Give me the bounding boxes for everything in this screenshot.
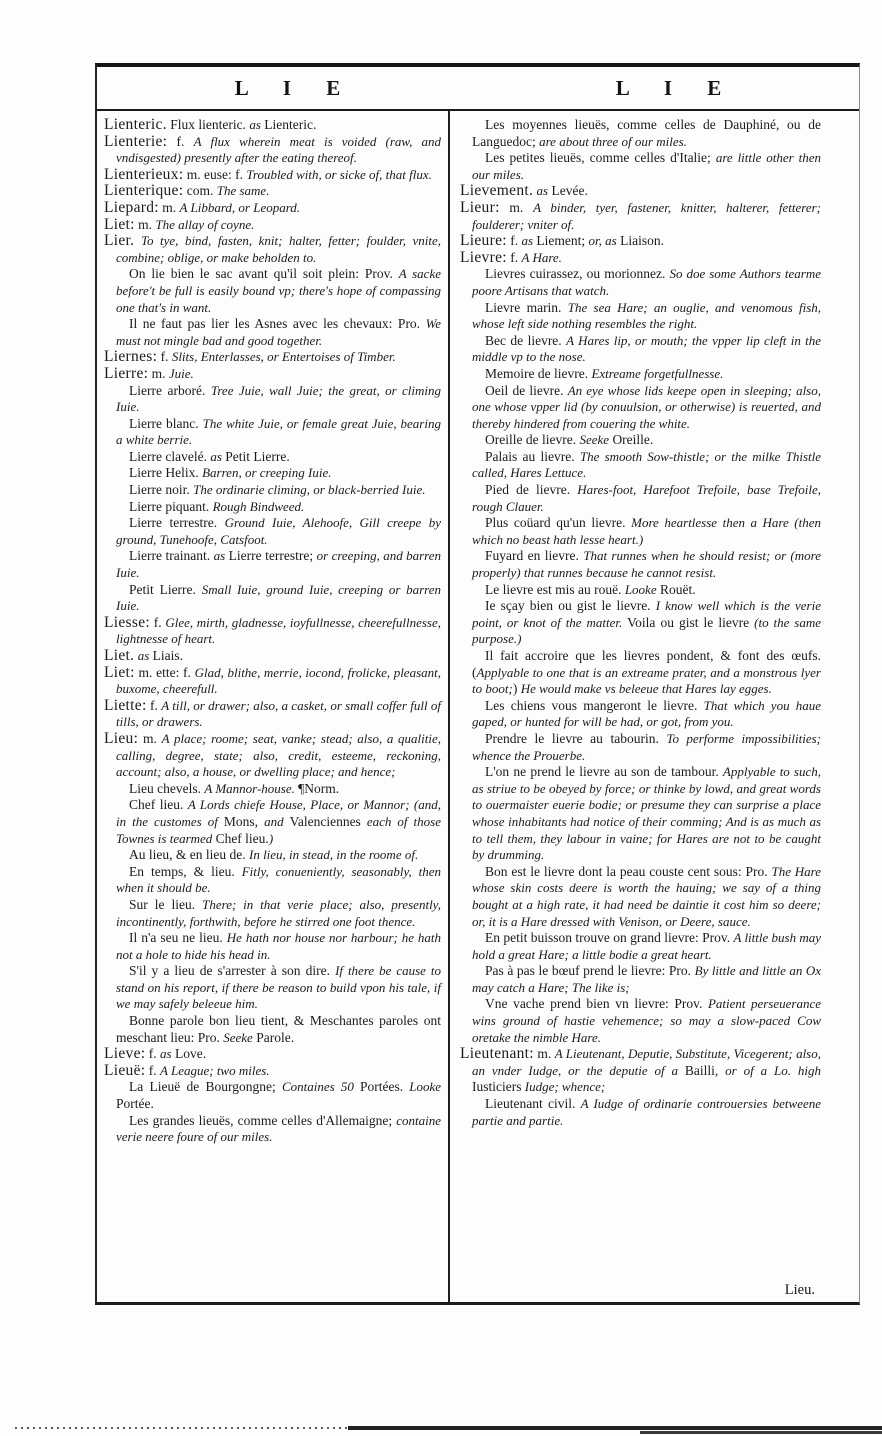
dictionary-entry [104, 665, 441, 698]
entry-text: On lie bien le sac avant qu'il soit plein: Prov. [129, 266, 399, 282]
entry-text: m. [138, 730, 162, 746]
entry-text: S'il y a lieu de s'arrester à son dire. [129, 963, 336, 979]
gloss-text: ) [268, 830, 274, 846]
gloss-text: Extreame forgetfullnesse. [591, 365, 724, 381]
gloss-text: and [258, 813, 290, 829]
entry-text: Portée. [116, 1096, 154, 1112]
sub-entry [460, 582, 821, 599]
gloss-text: The white Juie, or female great Juie, bearing a white berrie. [116, 415, 441, 448]
entry-text: Parole. [252, 1029, 295, 1045]
entry-text: Prendre le lievre au tabourin. [485, 730, 667, 746]
entry-text: Bon est le lievre dont la peau couste cent sous: Pro. [485, 863, 772, 879]
gloss-text: Rough Bindweed. [212, 498, 305, 514]
entry-text: ¶Norm. [298, 780, 340, 796]
gloss-text: So doe some Authors tearme poore Artisans that watch. [472, 266, 821, 298]
gloss-text: A Mannor-house. [204, 780, 299, 796]
gloss-text: Applyable to such, as striue to be obeyed by force; or thinke by lowd, and great words to ouermaister euerie bodie; or presume they can surprise a place whose inhabitants had notice of their comming; And is as much as to tell them, they labour in vaine; for Hares are not to be caught by drumming. [472, 764, 821, 863]
dictionary-entry [104, 731, 441, 781]
gloss-text: A little bush may hold a great Hare; a little bodie a great heart. [472, 930, 821, 962]
running-head-left-title: L I E [234, 75, 356, 100]
headword: Lieve: [104, 1045, 146, 1063]
entry-text: m. [134, 216, 156, 232]
sub-entry [460, 864, 821, 930]
entry-text: Memoire de lievre. [485, 365, 592, 381]
gloss-text: To tye, bind, fasten, knit; halter, fetter; foulder, vnite, combine; oblige, or make beholden to. [116, 233, 441, 265]
headword: Liernes: [104, 348, 158, 366]
entry-text: Lierre terrestre; [225, 548, 317, 564]
entry-text: Chef lieu. [129, 797, 188, 813]
gloss-text: He hath nor house nor harbour; he hath not a hole to hide his head in. [116, 930, 441, 962]
gloss-text: (to the same purpose.) [472, 614, 821, 647]
sub-entry [104, 930, 441, 963]
sub-entry [104, 864, 441, 897]
catchword: Lieu. [784, 1282, 815, 1298]
entry-text: Love. [171, 1046, 207, 1062]
entry-text: Lierre piquant. [129, 498, 213, 514]
scan-artifact-line [348, 1426, 882, 1430]
entry-text: Bec de lievre. [485, 332, 567, 348]
entry-text: Flux lienteric. [166, 117, 250, 132]
gloss-text: each of those Townes is tearmed [116, 813, 441, 846]
gloss-text: The ordinarie climing, or black-berried Iuie. [193, 482, 426, 498]
headword: Lieu: [104, 729, 139, 747]
sub-entry [460, 930, 821, 963]
entry-text: Iusticiers [472, 1079, 522, 1095]
sub-entry [104, 963, 441, 1013]
entry-text: Il fait accroire que les lievres pondent, & font des œufs. ( [472, 648, 821, 680]
headword: Lieuë: [104, 1061, 146, 1079]
dictionary-entry [104, 698, 441, 731]
dictionary-entry [104, 366, 441, 383]
sub-entry [104, 582, 441, 615]
headword: Lieutenant: [460, 1045, 534, 1063]
entry-text: Les chiens vous mangeront le lievre. [485, 697, 704, 713]
entry-text: Les moyennes lieuës, comme celles de Dauphiné, ou de Languedoc; [472, 117, 821, 149]
gloss-text: as [536, 183, 549, 199]
sub-entry [104, 383, 441, 416]
headword: Liepard: [104, 198, 159, 216]
sub-entry [460, 1096, 821, 1129]
gloss-text: The sea Hare; an ouglie, and venomous fish, whose left side nothing resembles the right. [472, 299, 821, 332]
gloss-text: Hares-foot, Harefoot Trefoile, base Trefoile, rough Clauer. [472, 482, 821, 514]
running-head-right-cell [478, 67, 859, 109]
entry-text: Bailli, [684, 1062, 719, 1078]
gloss-text: Patient perseuerance wins ground of hastie vehemence; so may a slow-paced Cow oretake the nimble Hare. [472, 996, 821, 1045]
gloss-text: There; in that verie place; also, presently, incontinently, forthwith, before he stirred one foot thence. [116, 896, 441, 929]
entry-text: Lierre trainant. [129, 548, 214, 564]
dictionary-entry [104, 117, 441, 134]
gloss-text: A flux wherein meat is voided (raw, and vndisgested) presently after the eating thereof. [116, 133, 441, 166]
entry-text: Oreille de lievre. [485, 432, 580, 448]
gloss-text: A Lieutenant, Deputie, Substitute, Vicegerent; also, an vnder Iudge, or the deputie of a [472, 1046, 821, 1078]
entry-text: Lierre arboré. [129, 382, 211, 398]
entry-text: Oeil de lievre. [485, 382, 568, 398]
sub-entry [104, 897, 441, 930]
gloss-text: Ground Iuie, Alehoofe, Gill creepe by ground, Tunehoofe, Catsfoot. [116, 515, 441, 547]
entry-text: Lienteric. [260, 117, 317, 132]
gloss-text: Glad, blithe, merrie, iocond, frolicke, pleasant, buxome, cheerefull. [116, 664, 441, 697]
entry-text: m. [533, 1046, 555, 1062]
sub-entry [460, 996, 821, 1046]
gloss-text: A Iudge of ordinarie controuersies betweene partie and partie. [472, 1096, 822, 1128]
entry-text: Mons, [223, 813, 259, 829]
entry-text: Lieu chevels. [129, 780, 205, 796]
entry-text: Portées. [359, 1079, 404, 1095]
column-left [97, 111, 450, 1303]
sub-entry [460, 482, 821, 515]
entry-text: Voila ou gist le lievre [627, 614, 755, 630]
sub-entry [104, 316, 441, 349]
entry-text: Liement; [533, 233, 589, 249]
gloss-text: Seeke [223, 1029, 253, 1045]
headword: Lier. [104, 232, 135, 250]
dictionary-entry [460, 233, 821, 250]
gloss-text: More heartlesse then a Hare (then which no beast hath lesse heart.) [472, 515, 822, 547]
sub-entry [460, 449, 821, 482]
sub-entry [460, 598, 821, 648]
dictionary-entry [104, 217, 441, 234]
sub-entry [104, 1013, 441, 1046]
scan-artifact-line [640, 1431, 882, 1434]
running-head-left-cell [97, 67, 478, 109]
sub-entry [460, 648, 821, 698]
dictionary-entry [104, 233, 441, 266]
sub-entry [104, 548, 441, 581]
headword: Liet: [104, 663, 135, 681]
entry-text: Lierre Helix. [129, 465, 203, 481]
gloss-text: Containes 50 [281, 1079, 360, 1095]
dictionary-entry [104, 349, 441, 366]
entry-text: Lieutenant civil. [485, 1096, 581, 1112]
gloss-text: Seeke [579, 432, 610, 448]
dictionary-entry [104, 648, 441, 665]
dictionary-entry [104, 183, 441, 200]
sub-entry [104, 1079, 441, 1112]
headword: Lieur: [460, 198, 500, 216]
scan-artifact-line [15, 1427, 350, 1429]
sub-entry [460, 548, 821, 581]
gloss-text: A till, or drawer; also, a casket, or small coffer full of tills, or drawers. [116, 697, 441, 730]
sub-entry [460, 333, 821, 366]
gloss-text: He would make vs beleeue that Hares lay egges. [520, 681, 772, 697]
gloss-text: In lieu, in stead, in the roome of. [248, 847, 419, 863]
entry-text [134, 233, 141, 248]
entry-text: Lierre noir. [129, 482, 194, 498]
entry-text: m. euse: f. [183, 166, 247, 182]
entry-text: ) [512, 681, 521, 697]
dictionary-entry [104, 167, 441, 184]
gloss-text: or of a Lo. high [718, 1062, 822, 1078]
dictionary-entry [460, 250, 821, 267]
gloss-text: A Libbard, or Leopard. [179, 199, 301, 215]
dictionary-entry [104, 1046, 441, 1063]
entry-text: f. [150, 614, 166, 630]
gloss-text: A Lords chiefe House, Place, or Mannor; (and, in the customes of [116, 797, 441, 829]
entry-text: Fuyard en lievre. [485, 548, 584, 564]
sub-entry [104, 499, 441, 516]
gloss-text: as [160, 1046, 172, 1062]
gloss-text: Juie. [168, 365, 194, 381]
sub-entry [104, 482, 441, 499]
entry-text: f. [506, 249, 522, 265]
entry-text: Lierre blanc. [129, 415, 203, 431]
headword: Lievement. [460, 182, 534, 200]
entry-text: Liais. [149, 648, 184, 663]
entry-text: Au lieu, & en lieu de. [129, 847, 249, 863]
sub-entry [460, 366, 821, 383]
dictionary-entry [104, 134, 441, 167]
gloss-text: A place; roome; seat, vanke; stead; also, a qualitie, calling, degree, state; also, credit, esteeme, reckoning, account; also, a house, or dwelling place; and hence; [116, 730, 441, 780]
entry-text: Plus coüard qu'un lievre. [485, 515, 632, 531]
sub-entry [460, 515, 821, 548]
sub-entry [460, 300, 821, 333]
gloss-text: If there be cause to stand on his report, if there be reason to build vpon his tale, if we may safely beleeue him. [116, 963, 441, 1012]
gloss-text: Tree Juie, wall Juie; the great, or climing Iuie. [116, 382, 441, 415]
entry-text: f. [145, 1062, 161, 1078]
entry-text: L'on ne prend le lievre au son de tambour. [485, 764, 723, 780]
entry-text: m. [148, 365, 169, 381]
gloss-text: Glee, mirth, gladnesse, ioyfullnesse, cheerefullnesse, lightnesse of heart. [116, 614, 441, 647]
gloss-text: or, as [588, 233, 617, 249]
sub-entry [460, 150, 821, 183]
entry-text: Les petites lieuës, comme celles d'Italie; [485, 150, 716, 166]
entry-text: f. [506, 233, 522, 249]
gloss-text: Small Iuie, ground Iuie, creeping or barren Iuie. [116, 581, 441, 614]
text-area [97, 111, 859, 1303]
entry-text: com. [183, 183, 217, 199]
entry-text: Bonne parole bon lieu tient, & Meschantes paroles ont meschant lieu: Pro. [116, 1013, 441, 1045]
gloss-text: Slits, Enterlasses, or Entertoises of Timber. [171, 349, 396, 365]
gloss-text: A Hares lip, or mouth; the vpper lip cleft in the middle vp to the nose. [472, 332, 822, 365]
sub-entry [104, 847, 441, 864]
entry-text: Petit Lierre. [221, 448, 290, 464]
gloss-text: A Hare. [521, 249, 562, 265]
gloss-text: Fitly, conueniently, seasonably, then when it should be. [116, 863, 441, 896]
sub-entry [104, 515, 441, 548]
entry-text: Il n'a seu ne lieu. [129, 930, 227, 946]
entry-text: m. ette: f. [134, 664, 195, 680]
headword: Liesse: [104, 613, 151, 631]
gloss-text: To performe impossibilities; whence the Prouerbe. [472, 730, 821, 763]
entry-text: Lierre terrestre. [129, 515, 225, 531]
headword: Liet: [104, 215, 135, 233]
running-head-right-title: L I E [615, 75, 737, 100]
gloss-text: The same. [216, 183, 270, 199]
sub-entry [460, 698, 821, 731]
headword: Liet. [104, 647, 135, 664]
gloss-text: are about three of our miles. [539, 133, 687, 149]
gloss-text: or creeping, and barren Iuie. [116, 548, 441, 581]
sub-entry [104, 1113, 441, 1146]
dictionary-entry [104, 1063, 441, 1080]
headword: Lieure: [460, 232, 507, 250]
sub-entry [104, 266, 441, 316]
entry-text: Lierre clavelé. [129, 448, 211, 464]
headword: Lienterique: [104, 182, 184, 200]
headword: Lierre: [104, 364, 149, 382]
entry-text: Lievres cuirassez, ou morionnez. [485, 266, 670, 282]
sub-entry [460, 432, 821, 449]
entry-text: Pas à pas le bœuf prend le lievre: Pro. [485, 963, 695, 979]
entry-text: Palais au lievre. [485, 448, 580, 464]
dictionary-entry [104, 615, 441, 648]
headword: Lienterieux: [104, 165, 184, 183]
entry-text: Oreille. [609, 432, 654, 448]
dictionary-entry [460, 183, 821, 200]
gloss-text: The allay of coyne. [155, 216, 255, 232]
page-frame [95, 63, 860, 1305]
sub-entry [460, 117, 821, 150]
headword: Lievre: [460, 248, 507, 266]
gloss-text: as [249, 117, 261, 132]
entry-text: Il ne faut pas lier les Asnes avec les chevaux: Pro. [129, 316, 426, 332]
entry-text: f. [167, 133, 194, 149]
sub-entry [460, 383, 821, 433]
gloss-text: The Hare whose skin costs deere is worth the hauing; we say of a thing bought at a high rate, it had need be daintie it cost him so deere; or, it is a Hare dressed with Venison, or Deere, sauce. [472, 863, 821, 929]
gloss-text: We must not mingle bad and good together. [116, 316, 441, 348]
entry-text: m. [158, 199, 180, 215]
entry-text: m. [499, 199, 534, 215]
entry-text: Lievre marin. [485, 299, 568, 315]
entry-text: Liaison. [616, 233, 664, 249]
gloss-text: Looke [403, 1079, 441, 1095]
entry-text: f. [146, 697, 162, 713]
gloss-text: as [210, 448, 222, 464]
dictionary-entry [460, 1046, 821, 1096]
entry-text: En temps, & lieu. [129, 863, 242, 879]
gloss-text: Barren, or creeping Iuie. [202, 465, 332, 481]
entry-text: Ie sçay bien ou gist le lievre. [485, 598, 656, 614]
gloss-text: I know well which is the verie point, or knot of the matter. [472, 598, 821, 630]
entry-text: Petit Lierre. [129, 581, 202, 597]
gloss-text: Troubled with, or sicke of, that flux. [246, 166, 432, 182]
gloss-text: as [213, 548, 226, 564]
dictionary-entry [104, 200, 441, 217]
entry-text: f. [145, 1046, 161, 1062]
entry-text: Chef lieu. [215, 830, 269, 846]
gloss-text: An eye whose lids keepe open in sleeping; also, one whose vpper lid (by conuulsion, or otherwise) is reuerted, and thereby hindered from couering the white. [472, 382, 821, 431]
gloss-text: as [521, 233, 534, 249]
running-head [97, 67, 859, 111]
entry-text: Les grandes lieuës, comme celles d'Allemaigne; [129, 1112, 397, 1128]
entry-text: Le lievre est mis au rouë. [485, 581, 625, 597]
headword: Lienterie: [104, 132, 168, 150]
entry-text: Vne vache prend bien vn lievre: Prov. [485, 996, 708, 1012]
entry-text: En petit buisson trouve on grand lievre: Prov. [485, 930, 734, 946]
gloss-text: Looke [624, 581, 657, 597]
entry-text: Pied de lievre. [485, 482, 578, 498]
column-right [450, 111, 859, 1303]
entry-text: Valenciennes [289, 813, 361, 829]
headword: Liette: [104, 696, 147, 714]
sub-entry [104, 797, 441, 847]
entry-text: Sur le lieu. [129, 896, 203, 912]
gloss-text: are little other then our miles. [472, 150, 821, 182]
gloss-text: That runnes when he should resist; or (more properly) that runnes because he cannot resist. [472, 548, 822, 581]
dictionary-entry [460, 200, 821, 233]
entry-text: Rouët. [656, 581, 696, 597]
entry-text: Levée. [548, 183, 588, 199]
sub-entry [460, 963, 821, 996]
sub-entry [104, 781, 441, 798]
sub-entry [104, 449, 441, 466]
sub-entry [460, 266, 821, 299]
entry-text: f. [157, 349, 172, 365]
gloss-text: as [137, 648, 150, 663]
gloss-text: Iudge; whence; [521, 1079, 606, 1095]
gloss-text: The smooth Sow-thistle; or the milke Thistle called, Hares Lettuce. [472, 448, 821, 481]
gloss-text: A sacke before't be full is easily bound vp; there's hope of compassing one that's in want. [116, 266, 441, 315]
gloss-text: Applyable to one that is an extreame prater, and a monstrous lyer to boot; [472, 664, 821, 697]
gloss-text: By little and little an Ox may catch a Hare; The like is; [472, 963, 821, 995]
sub-entry [104, 465, 441, 482]
sub-entry [460, 764, 821, 864]
gloss-text: That which you haue gaped, or hunted for will be had, or got, from you. [472, 697, 821, 730]
entry-text: La Lieuë de Bourgongne; [129, 1079, 282, 1095]
sub-entry [104, 416, 441, 449]
sub-entry [460, 731, 821, 764]
gloss-text: containe verie neere foure of our miles. [116, 1112, 441, 1145]
headword: Lienteric. [104, 116, 167, 133]
gloss-text: A binder, tyer, fastener, knitter, halterer, fetterer; foulderer; vniter of. [472, 199, 821, 232]
gloss-text: A League; two miles. [160, 1062, 270, 1078]
